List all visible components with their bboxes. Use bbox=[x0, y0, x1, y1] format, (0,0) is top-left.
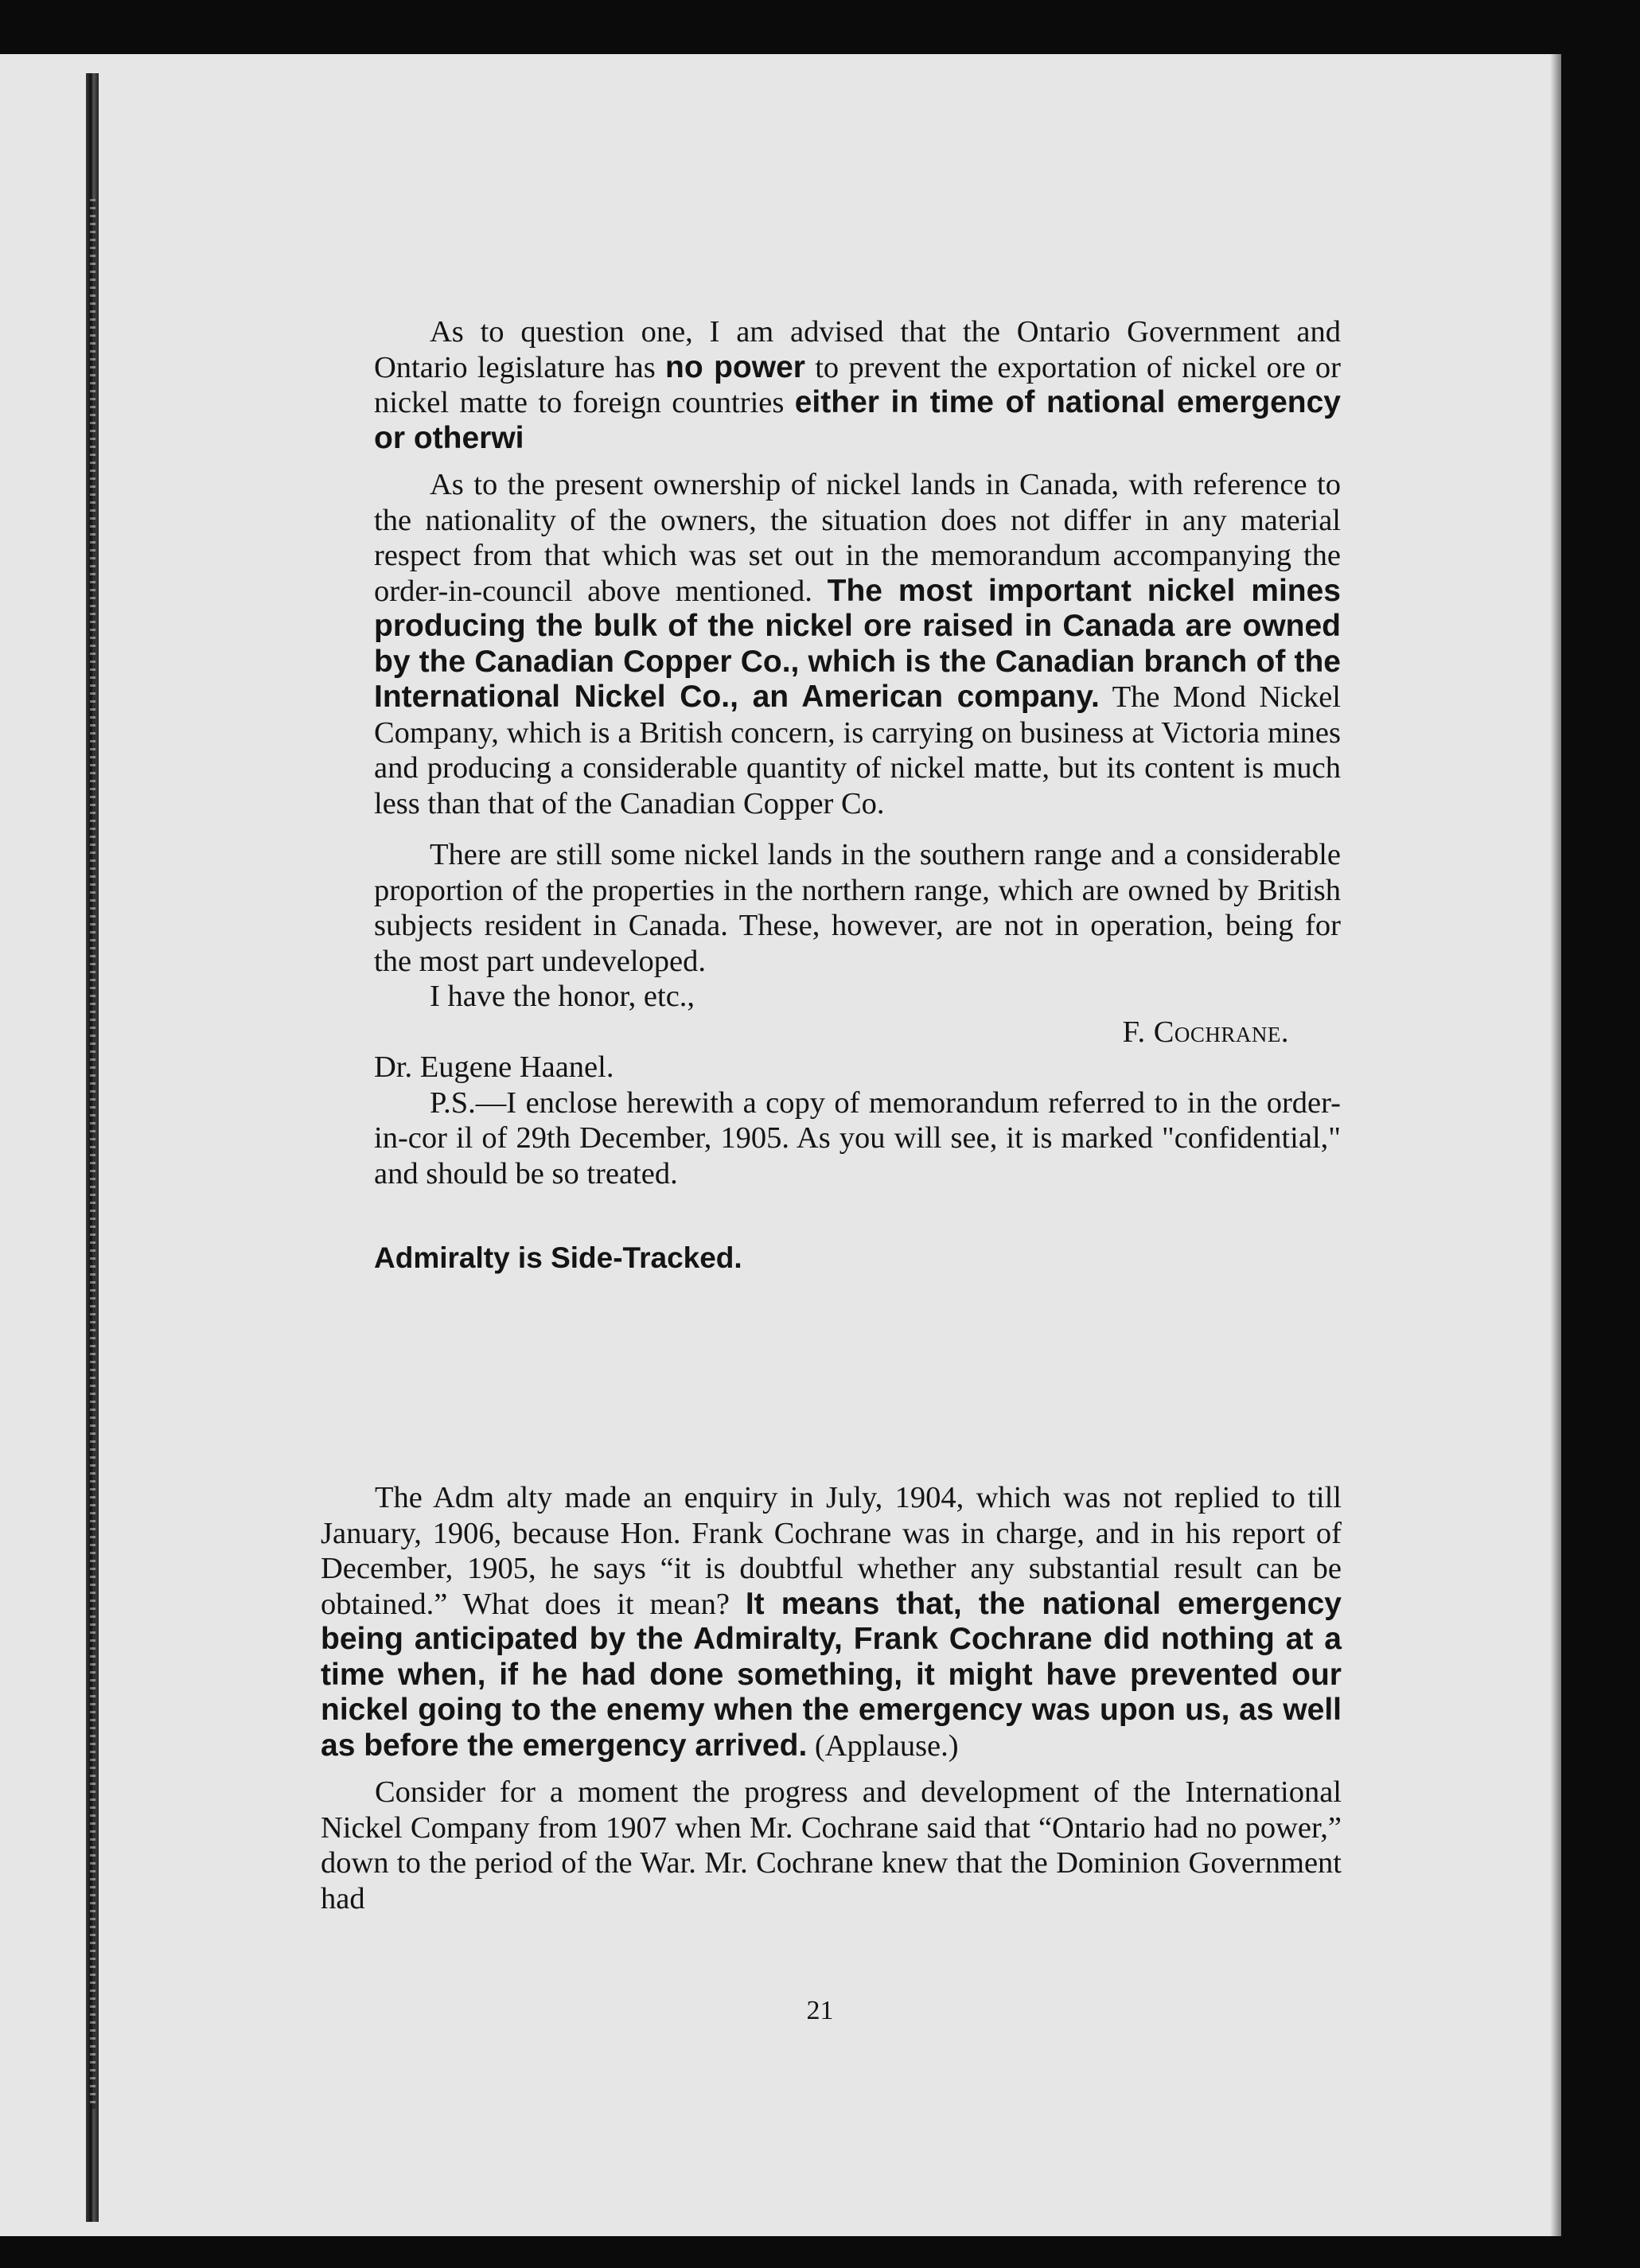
letter-body bbox=[374, 314, 1341, 1316]
signature-row bbox=[374, 1015, 1341, 1050]
section-heading: Admiralty is Side-Tracked. bbox=[374, 1241, 742, 1274]
paragraph: As to question one, I am advised that the Ontario Government and Ontario legislature has no power to prevent the exportation of nickel ore or nickel matte to foreign countries either in time of national emergency or otherwi bbox=[374, 315, 1341, 455]
bold-passage: The most important nickel mines producing the bulk of the nickel ore raised in Canada are owned by the Canadian Copper Co., which is the Canadian branch of the International Nickel Co., an American company. bbox=[374, 573, 1341, 714]
binding-thread bbox=[90, 199, 95, 2109]
page-edge bbox=[1550, 54, 1561, 2236]
paragraph: Consider for a moment the progress and development of the International Nickel Company from 1907 when Mr. Cochrane said that “Ontario had no power,” down to the period of the War. Mr. Cochrane knew that the Dominion Government had bbox=[321, 1775, 1342, 1915]
closing-line: I have the honor, etc., bbox=[430, 980, 695, 1013]
page-number: 21 bbox=[806, 1996, 834, 2025]
bold-phrase: no power bbox=[665, 349, 805, 384]
bold-phrase: either in time of national emergency or otherwi bbox=[374, 385, 1341, 455]
section-body bbox=[321, 1480, 1342, 1916]
bold-passage: It means that, the national emergency being anticipated by the Admiralty, Frank Cochrane did nothing at a time when, if he had done something, it might have prevented our nickel going to the enemy when the emergency was upon us, as well as before the emergency arrived. bbox=[321, 1586, 1342, 1763]
addressee: Dr. Eugene Haanel. bbox=[374, 1050, 614, 1084]
paragraph: The Adm alty made an enquiry in July, 1904, which was not replied to till January, 1906, because Hon. Frank Cochrane was in charge, and in his report of December, 1905, he says “it is doubtful whether any substantial result can be obtained.” What does it mean? It means that, the national emergency being anticipated by the Admiralty, Frank Cochrane did nothing at a time when, if he had done something, it might have prevented our nickel going to the enemy when the emergency was upon us, as well as before the emergency arrived. (Applause.) bbox=[321, 1481, 1342, 1763]
paragraph: There are still some nickel lands in the southern range and a considerable proportion of the properties in the northern range, which are owned by British subjects resident in Canada. These, however, are not in operation, being for the most part undeveloped. bbox=[374, 838, 1341, 978]
postscript: P.S.—I enclose herewith a copy of memorandum referred to in the order-in-cor il of 29th December, 1905. As you will see, it is marked "confidential," and should be so treated. bbox=[374, 1085, 1341, 1191]
paragraph: As to the present ownership of nickel lands in Canada, with reference to the nationality of the owners, the situation does not differ in any material respect from that which was set out in the memorandum accompanying the order-in-council above mentioned. The most important nickel mines producing the bulk of the nickel ore raised in Canada are owned by the Canadian Copper Co., which is the Canadian branch of the International Nickel Co., an American company. The Mond Nickel Company, which is a British concern, is carrying on business at Victoria mines and producing a considerable quantity of nickel matte, but its content is much less than that of the Canadian Copper Co. bbox=[374, 468, 1341, 820]
signature: F. Cochrane. bbox=[1122, 1015, 1289, 1049]
